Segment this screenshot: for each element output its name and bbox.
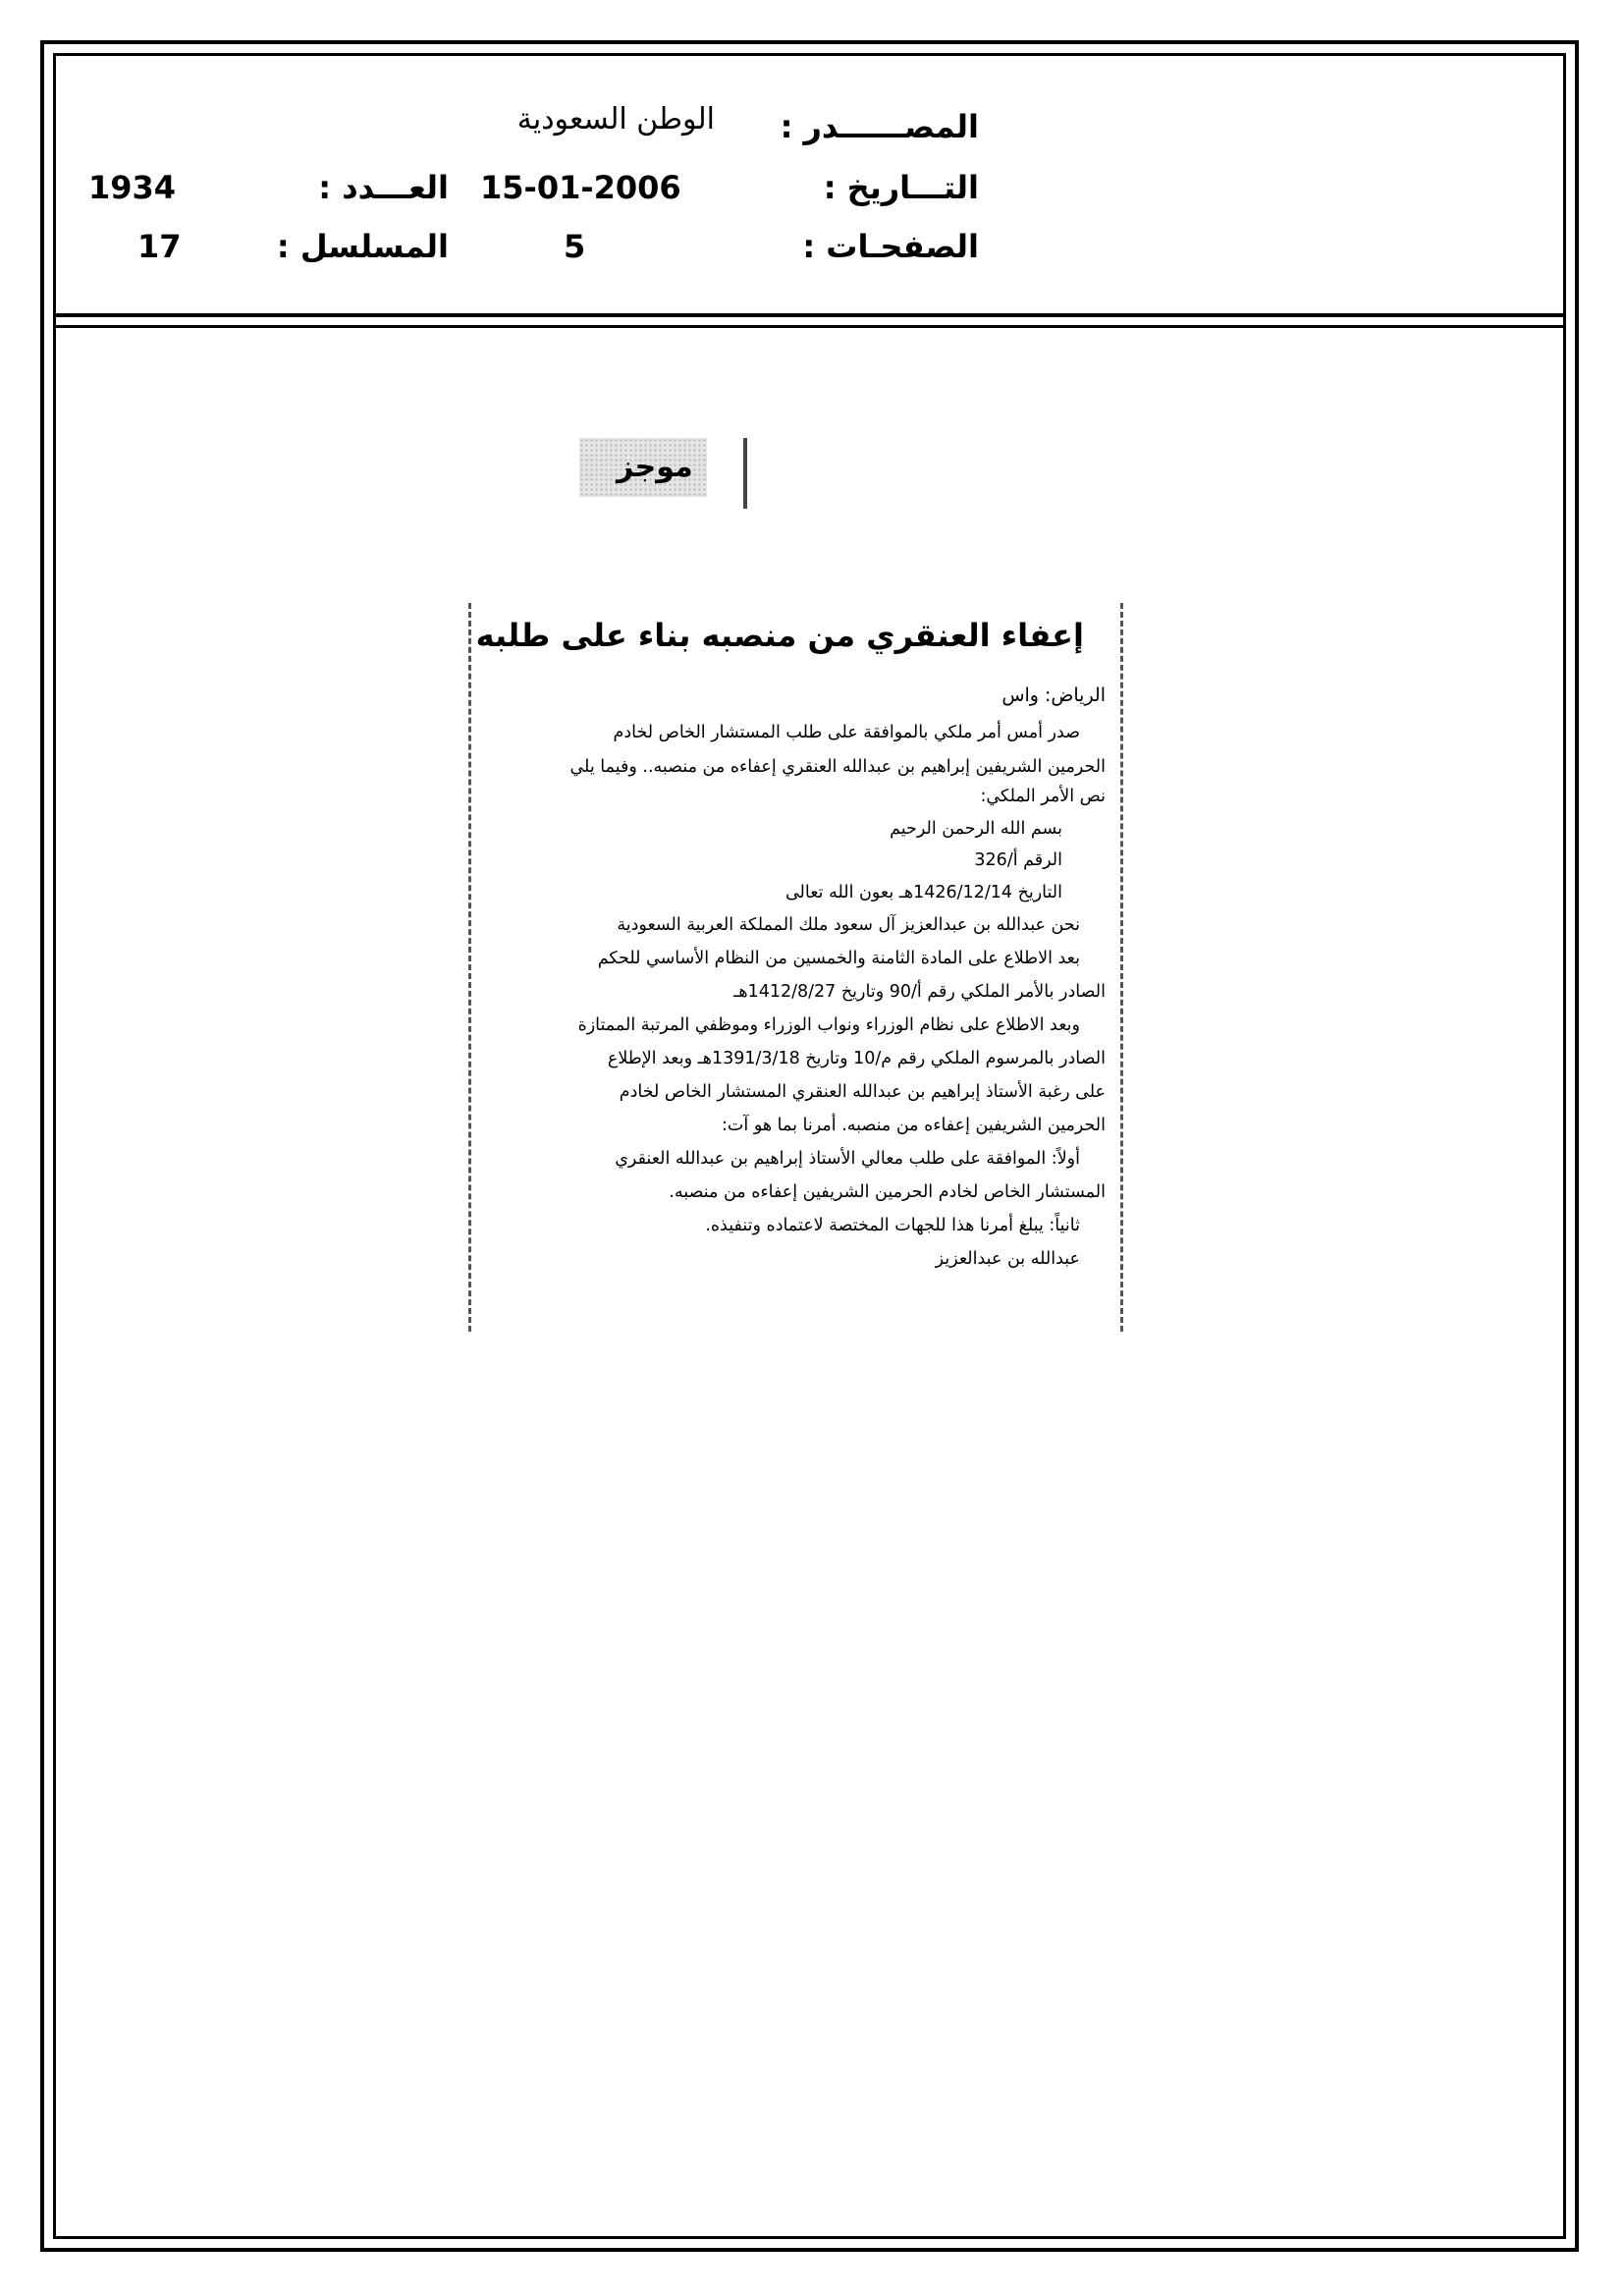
article-line: التاريخ 1426/12/14هـ بعون الله تعالى	[784, 883, 1062, 902]
article-line: الحرمين الشريفين إعفاءه من منصبه. أمرنا بما هو آت:	[722, 1116, 1106, 1135]
header-divider-thick	[53, 313, 1566, 317]
issue-value: 1934	[88, 169, 177, 206]
article-line: نحن عبدالله بن عبدالعزيز آل سعود ملك المملكة العربية السعودية	[617, 915, 1080, 935]
clipping-right-border	[1120, 603, 1123, 1332]
pages-label: الصفحـات :	[802, 228, 979, 265]
issue-label: العـــدد :	[318, 169, 449, 206]
article-line: الصادر بالأمر الملكي رقم أ/90 وتاريخ 1412/8/27هـ	[733, 982, 1106, 1002]
article-line: أولاً: الموافقة على طلب معالي الأستاذ إبراهيم بن عبدالله العنقري	[615, 1149, 1080, 1169]
serial-value: 17	[137, 228, 182, 265]
article-line: صدر أمس أمر ملكي بالموافقة على طلب المستشار الخاص لخادم	[613, 723, 1080, 742]
clipping-left-border	[468, 603, 471, 1332]
date-value: 15-01-2006	[480, 169, 681, 206]
pages-value: 5	[564, 228, 586, 265]
article-line: الصادر بالمرسوم الملكي رقم م/10 وتاريخ 1391/3/18هـ وبعد الإطلاع	[607, 1049, 1106, 1068]
section-tag-bar	[743, 438, 747, 509]
article-line: بسم الله الرحمن الرحيم	[890, 819, 1062, 839]
serial-label: المسلسل :	[276, 228, 449, 265]
header-divider-thin	[53, 325, 1566, 328]
article-line: ثانياً: يبلغ أمرنا هذا للجهات المختصة لاعتماده وتنفيذه.	[705, 1216, 1080, 1235]
source-row	[53, 102, 1566, 161]
article-line: نص الأمر الملكي:	[980, 787, 1106, 806]
source-label: المصــــــدر :	[780, 108, 979, 145]
article-line: الرقم أ/326	[974, 850, 1062, 870]
pages-row	[53, 228, 1566, 287]
section-tag: موجز	[617, 450, 693, 484]
article-line: المستشار الخاص لخادم الحرمين الشريفين إعفاءه من منصبه.	[669, 1182, 1106, 1202]
news-clipping	[468, 603, 1123, 1332]
article-line: على رغبة الأستاذ إبراهيم بن عبدالله العنقري المستشار الخاص لخادم	[619, 1082, 1106, 1102]
date-row	[53, 169, 1566, 228]
article-headline: إعفاء العنقري من منصبه بناء على طلبه	[475, 617, 1084, 654]
article-signature: عبدالله بن عبدالعزيز	[935, 1249, 1080, 1269]
article-dateline: الرياض: واس	[1001, 684, 1106, 706]
source-value: الوطن السعودية	[516, 102, 715, 137]
article-line: بعد الاطلاع على المادة الثامنة والخمسين من النظام الأساسي للحكم	[597, 949, 1080, 968]
article-line: الحرمين الشريفين إبراهيم بن عبدالله العنقري إعفاءه من منصبه.. وفيما يلي	[569, 757, 1106, 777]
article-line: وبعد الاطلاع على نظام الوزراء ونواب الوزراء وموظفي المرتبة الممتازة	[577, 1015, 1080, 1035]
date-label: التـــاريخ :	[823, 169, 979, 206]
